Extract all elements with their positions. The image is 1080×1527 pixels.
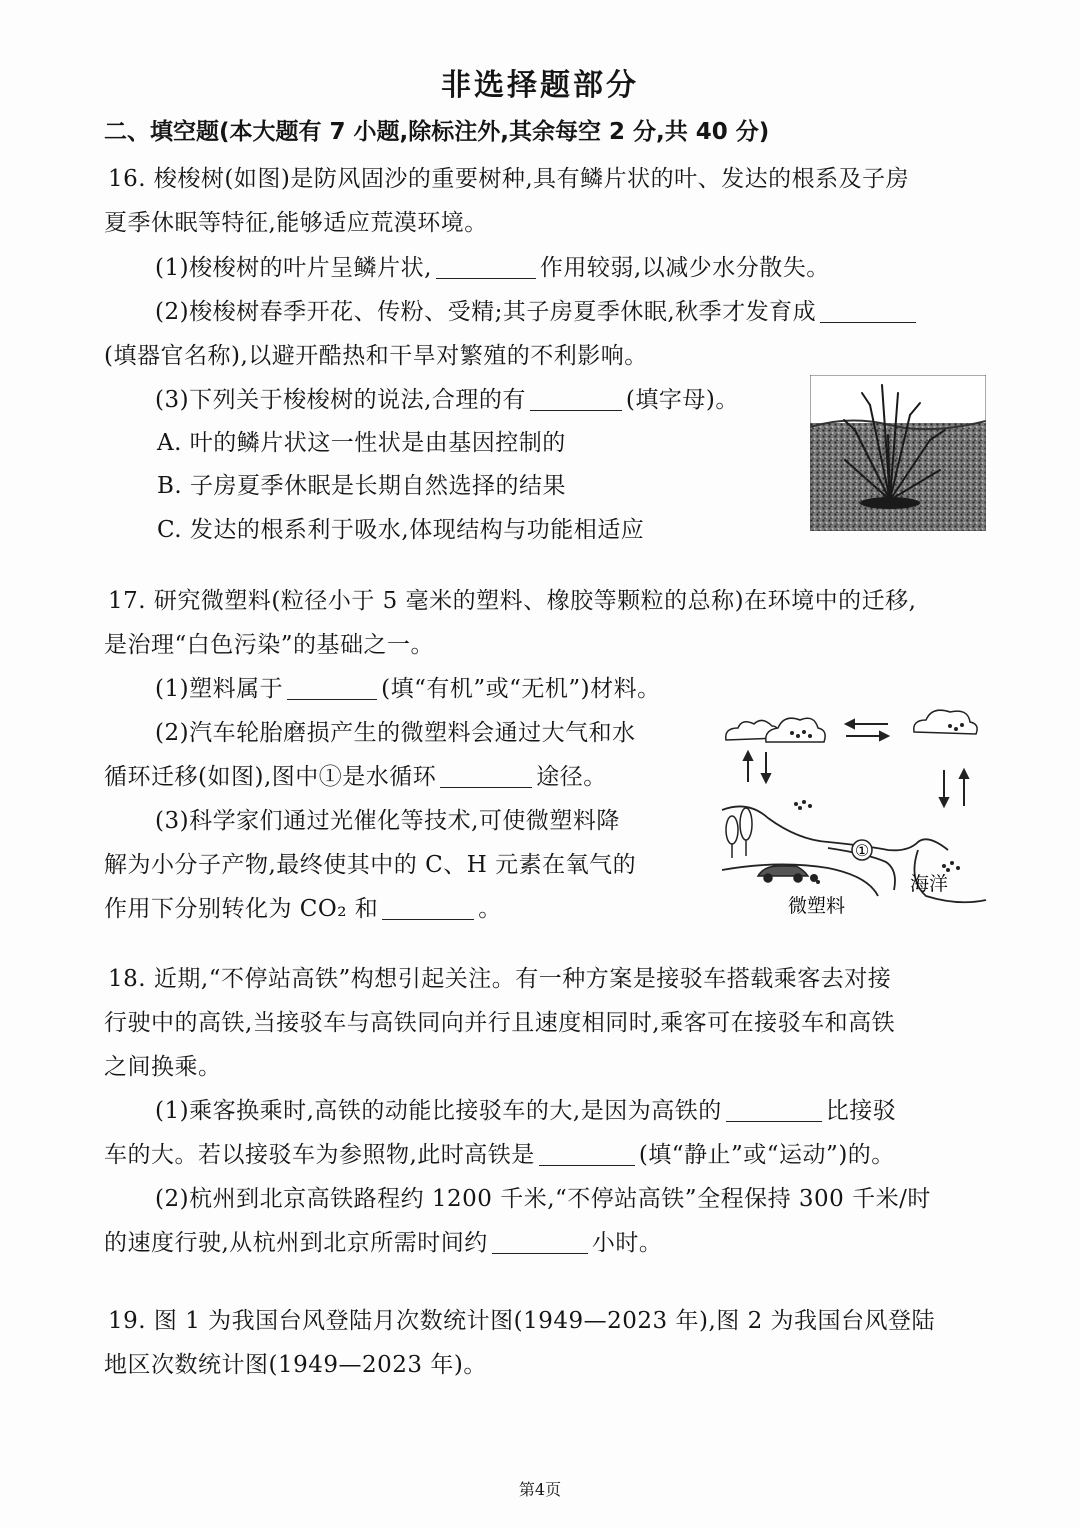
q17-part3: (3)科学家们通过光催化等技术,可使微塑料降 bbox=[155, 808, 620, 834]
q19-stem-line1: 19. 图 1 为我国台风登陆月次数统计图(1949—2023 年),图 2 为我国台风登陆 bbox=[108, 1308, 936, 1334]
figure-label-1: ① bbox=[854, 841, 870, 860]
q18-stem-line2: 行驶中的高铁,当接驳车与高铁同向并行且速度相同时,乘客可在接驳车和高铁 bbox=[104, 1010, 896, 1036]
q17-part1-text-a: (1)塑料属于 bbox=[155, 676, 284, 702]
figure-label-ocean: 海洋 bbox=[910, 873, 949, 895]
q16-blank3[interactable] bbox=[530, 409, 622, 411]
q17-part2-text-c: 途径。 bbox=[536, 764, 607, 790]
q17-blank2[interactable] bbox=[440, 786, 532, 788]
saxaul-tree-figure bbox=[810, 375, 986, 531]
q16-part2-cont: (填器官名称),以避开酷热和干旱对繁殖的不利影响。 bbox=[104, 343, 648, 369]
q18-part2-text-b: 的速度行驶,从杭州到北京所需时间约 bbox=[104, 1230, 488, 1256]
figure-label-microplastic: 微塑料 bbox=[788, 895, 846, 917]
q16-blank1[interactable] bbox=[436, 277, 536, 279]
q17-part3-text-d: 。 bbox=[478, 896, 502, 922]
q17-part1 bbox=[155, 670, 661, 703]
q17-stem-line2: 是治理“白色污染”的基础之一。 bbox=[104, 632, 435, 658]
page-number: 第4页 bbox=[518, 1480, 562, 1499]
q18-part2: (2)杭州到北京高铁路程约 1200 千米,“不停站高铁”全程保持 300 千米/时 bbox=[155, 1186, 931, 1212]
q18-blank3[interactable] bbox=[492, 1252, 588, 1254]
q17-blank1[interactable] bbox=[287, 698, 377, 700]
q18-blank1[interactable] bbox=[726, 1120, 822, 1122]
q16-part2 bbox=[155, 293, 920, 326]
q16-option-b: B. 子房夏季休眠是长期自然选择的结果 bbox=[157, 473, 567, 499]
q16-part3-text-b: (填字母)。 bbox=[625, 387, 739, 413]
cloud-right-icon bbox=[914, 710, 977, 734]
q16-part1-text-b: 作用较弱,以减少水分散失。 bbox=[539, 255, 830, 281]
q16-option-a: A. 叶的鳞片状这一性状是由基因控制的 bbox=[157, 430, 566, 456]
q19-stem-line2: 地区次数统计图(1949—2023 年)。 bbox=[104, 1352, 487, 1378]
q16-blank2[interactable] bbox=[820, 321, 916, 323]
q16-part3-text-a: (3)下列关于梭梭树的说法,合理的有 bbox=[155, 387, 526, 413]
q17-part2-text-b: 循环迁移(如图),图中①是水循环 bbox=[104, 764, 437, 790]
q17-part3-cont1: 解为小分子产物,最终使其中的 C、H 元素在氧气的 bbox=[104, 852, 637, 878]
q18-part1-text-a: (1)乘客换乘时,高铁的动能比接驳车的大,是因为高铁的 bbox=[155, 1098, 722, 1124]
q18-part2-cont bbox=[104, 1224, 662, 1257]
horizontal-arrows-icon bbox=[846, 720, 888, 740]
trees-icon bbox=[726, 808, 752, 858]
q16-part3 bbox=[155, 381, 739, 414]
q16-option-c: C. 发达的根系利于吸水,体现结构与功能相适应 bbox=[157, 517, 645, 543]
microplastic-cycle-figure bbox=[718, 700, 988, 920]
q17-part1-text-b: (填“有机”或“无机”)材料。 bbox=[381, 676, 661, 702]
q16-stem-line1: 16. 梭梭树(如图)是防风固沙的重要树种,具有鳞片状的叶、发达的根系及子房 bbox=[108, 166, 910, 192]
q16-stem-line2: 夏季休眠等特征,能够适应荒漠环境。 bbox=[104, 210, 488, 236]
section-heading: 二、填空题(本大题有 7 小题,除标注外,其余每空 2 分,共 40 分) bbox=[104, 119, 770, 145]
q18-part1-text-c: 车的大。若以接驳车为参照物,此时高铁是 bbox=[104, 1142, 535, 1168]
cloud-left-icon bbox=[726, 718, 825, 742]
q16-part2-text-a: (2)梭梭树春季开花、传粉、受精;其子房夏季休眠,秋季才发育成 bbox=[155, 299, 817, 325]
q17-blank3[interactable] bbox=[382, 918, 474, 920]
q17-part3-text-c: 作用下分别转化为 CO₂ 和 bbox=[104, 896, 379, 922]
q18-stem-line3: 之间换乘。 bbox=[104, 1054, 222, 1080]
car-icon bbox=[758, 866, 808, 882]
q18-part1-text-d: (填“静止”或“运动”)的。 bbox=[638, 1142, 895, 1168]
q18-blank2[interactable] bbox=[539, 1164, 635, 1166]
q17-part2: (2)汽车轮胎磨损产生的微塑料会通过大气和水 bbox=[155, 720, 636, 746]
page-title: 非选择题部分 bbox=[441, 68, 639, 103]
q18-part1 bbox=[155, 1092, 896, 1125]
q18-part1-cont bbox=[104, 1136, 895, 1169]
q18-part2-text-c: 小时。 bbox=[591, 1230, 663, 1256]
q18-part1-text-b: 比接驳 bbox=[825, 1098, 897, 1124]
q16-part1 bbox=[155, 249, 830, 282]
q17-part2-cont bbox=[104, 758, 607, 791]
q18-stem-line1: 18. 近期,“不停站高铁”构想引起关注。有一种方案是接驳车搭载乘客去对接 bbox=[108, 966, 892, 992]
q17-stem-line1: 17. 研究微塑料(粒径小于 5 毫米的塑料、橡胶等颗粒的总称)在环境中的迁移, bbox=[108, 588, 917, 614]
q16-part1-text-a: (1)梭梭树的叶片呈鳞片状, bbox=[155, 255, 432, 281]
q17-part3-cont2 bbox=[104, 890, 502, 923]
